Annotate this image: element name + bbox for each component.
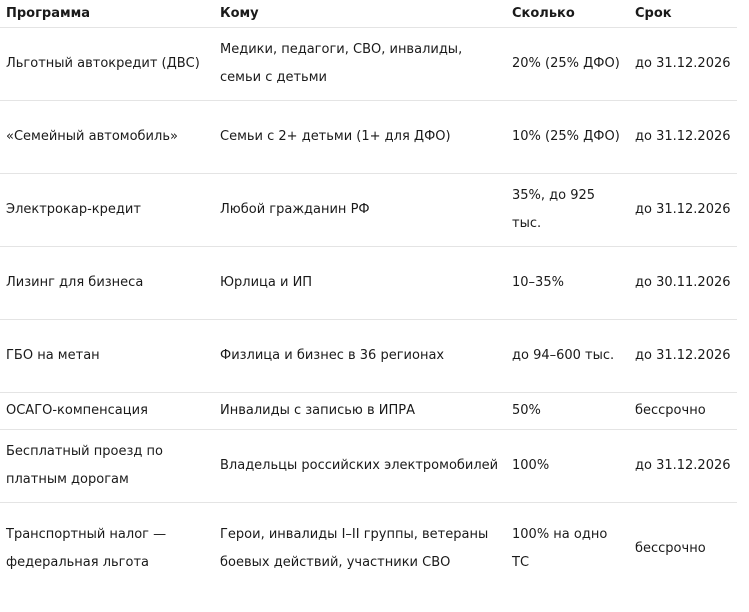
table-header-row <box>0 0 737 28</box>
cell-deadline: до 31.12.2026 <box>629 320 737 393</box>
cell-deadline: до 31.12.2026 <box>629 430 737 503</box>
cell-amount: 10% (25% ДФО) <box>506 101 629 174</box>
table-row <box>0 174 737 247</box>
table-row <box>0 430 737 503</box>
cell-recipient: Инвалиды с записью в ИПРА <box>214 393 506 430</box>
header-program: Программа <box>0 0 214 28</box>
cell-program: Электрокар-кредит <box>0 174 214 247</box>
header-deadline: Срок <box>629 0 737 28</box>
cell-recipient: Физлица и бизнес в 36 регионах <box>214 320 506 393</box>
table-row <box>0 320 737 393</box>
cell-amount: 100% на одно ТС <box>512 527 608 570</box>
cell-recipient: Юрлица и ИП <box>214 247 506 320</box>
cell-program: Транспортный налог — федеральная льгота <box>6 527 167 570</box>
table-row <box>0 247 737 320</box>
cell-program: Лизинг для бизнеса <box>0 247 214 320</box>
cell-program: ОСАГО-компенсация <box>0 393 214 430</box>
cell-deadline: бессрочно <box>635 541 706 556</box>
cell-program: «Семейный автомобиль» <box>0 101 214 174</box>
table-row <box>0 503 737 596</box>
table-row <box>0 393 737 430</box>
cell-recipient: Семьи с 2+ детьми (1+ для ДФО) <box>214 101 506 174</box>
cell-recipient: Владельцы российских электромобилей <box>214 430 506 503</box>
cell-program: Бесплатный проезд по платным дорогам <box>0 430 214 503</box>
cell-amount: до 94–600 тыс. <box>506 320 629 393</box>
cell-program: ГБО на метан <box>0 320 214 393</box>
cell-amount: 100% <box>506 430 629 503</box>
cell-deadline: до 30.11.2026 <box>629 247 737 320</box>
cell-amount: 35%, до 925 тыс. <box>506 174 629 247</box>
table-row <box>0 28 737 101</box>
cell-deadline: до 31.12.2026 <box>629 174 737 247</box>
cell-amount: 20% (25% ДФО) <box>506 28 629 101</box>
cell-amount: 50% <box>506 393 629 430</box>
header-recipient: Кому <box>214 0 506 28</box>
cell-deadline: бессрочно <box>629 393 737 430</box>
cell-recipient: Герои, инвалиды I–II группы, ветераны боевых действий, участники СВО <box>220 527 489 570</box>
header-amount: Сколько <box>506 0 629 28</box>
cell-recipient: Медики, педагоги, СВО, инвалиды, семьи с детьми <box>214 28 506 101</box>
cell-deadline: до 31.12.2026 <box>629 101 737 174</box>
cell-program: Льготный автокредит (ДВС) <box>0 28 214 101</box>
cell-amount: 10–35% <box>506 247 629 320</box>
cell-deadline: до 31.12.2026 <box>629 28 737 101</box>
table-row <box>0 101 737 174</box>
cell-recipient: Любой гражданин РФ <box>214 174 506 247</box>
